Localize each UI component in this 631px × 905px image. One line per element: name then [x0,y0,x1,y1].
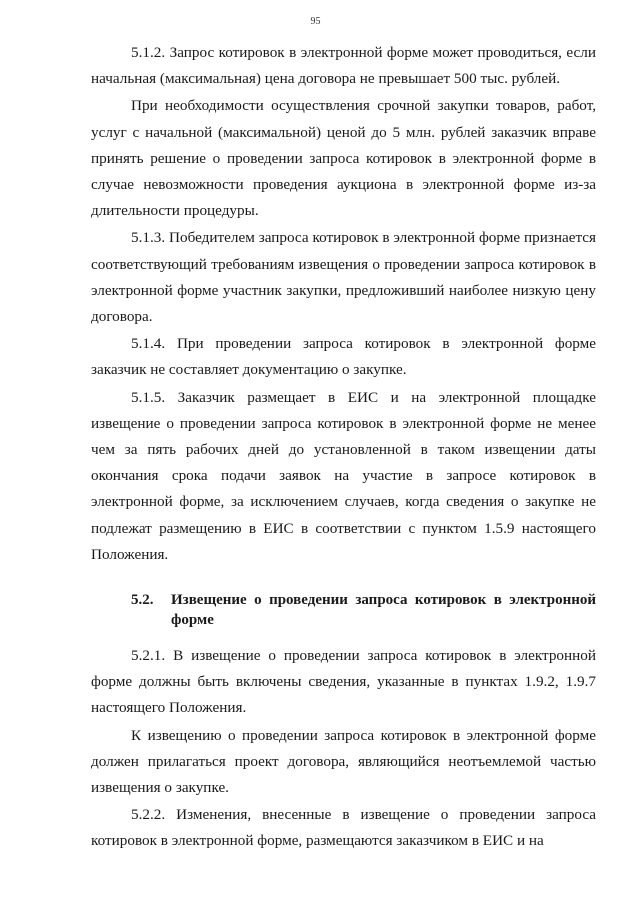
section-heading-number: 5.2. [131,592,154,609]
paragraph-urgent-purchase: При необходимости осуществления срочной закупки товаров, работ, услуг с начальной (максимальной) ценой до 5 млн. рублей заказчик вправе принять решение о проведении запроса котировок в электронной форме в случае невозможности проведения аукциона в электронной форме из-за длительности процедуры. [91,97,596,220]
section-heading-text: Извещение о проведении запроса котировок в электронной форме [171,592,596,629]
paragraph-5-1-3: 5.1.3. Победителем запроса котировок в электронной форме признается соответствующий требованиям извещения о проведении запроса котировок в электронной форме участник закупки, предложивший наиболее низкую цену договора. [91,229,596,326]
document-body [91,40,596,855]
paragraph-5-1-2: 5.1.2. Запрос котировок в электронной форме может проводиться, если начальная (максимальная) цена договора не превышает 500 тыс. рублей. [91,44,596,88]
section-heading-5-2 [91,590,596,630]
paragraph-draft-contract: К извещению о проведении запроса котировок в электронной форме должен прилагаться проект договора, являющийся неотъемлемой частью извещения о закупке. [91,726,596,797]
page-number: 95 [310,16,321,27]
paragraph-5-2-1: 5.2.1. В извещение о проведении запроса котировок в электронной форме должны быть включены сведения, указанные в пунктах 1.9.2, 1.9.7 настоящего Положения. [91,647,596,717]
paragraph-5-2-2: 5.2.2. Изменения, внесенные в извещение о проведении запроса котировок в электронной форме, размещаются заказчиком в ЕИС и на [91,806,596,850]
paragraph-5-1-5: 5.1.5. Заказчик размещает в ЕИС и на электронной площадке извещение о проведении запроса котировок в электронной форме не менее чем за пять рабочих дней до установленной в таком извещении даты окончания срока подачи заявок на участие в запросе котировок в электронной форме, за исключением случаев, когда сведения о закупке не подлежат размещению в ЕИС в соответствии с пунктом 1.5.9 настоящего Положения. [91,388,596,563]
paragraph-5-1-4: 5.1.4. При проведении запроса котировок в электронной форме заказчик не составляет документацию о закупке. [91,335,596,379]
